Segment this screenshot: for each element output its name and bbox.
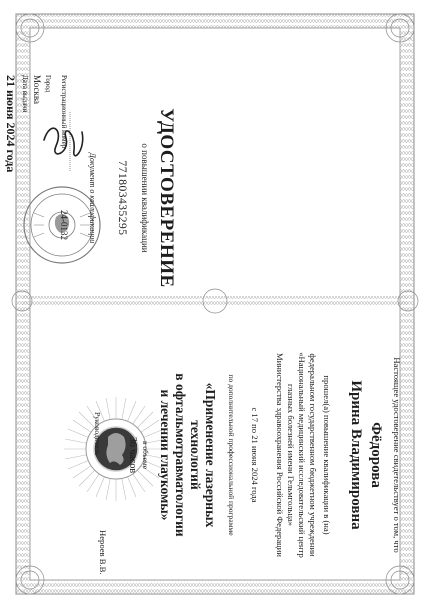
program-line-3: в офтальмотравматологии: [173, 373, 188, 537]
reg-number-label: Регистрационный номер: [60, 75, 68, 149]
certificate-title: УДОСТОВЕРЕНИЕ: [156, 108, 177, 288]
training-statement: прошел(а) повышение квалификации в (на): [322, 375, 332, 535]
volume-label: в объеме: [141, 440, 150, 470]
volume-value: 36 часов: [127, 436, 138, 474]
reg-number-value: 24-0132: [59, 210, 69, 240]
recipient-given-names: Ирина Владимировна: [348, 380, 364, 530]
program-line-4: и лечении глаукомы»: [158, 389, 173, 521]
organization-line-2: «Национальный медицинский исследовательский центр: [297, 352, 307, 558]
issue-date-label: Дата выдачи: [21, 75, 29, 113]
organization-line-3: глазных болезней имени Гельмгольца»: [286, 383, 296, 527]
city-value: Москва: [32, 75, 42, 104]
intro-text: Настоящее удостоверение свидетельствует о том, что: [392, 357, 402, 553]
organization-line-4: Министерства здравоохранения Российской Федерации: [275, 353, 285, 557]
document-type: Документ о квалификации: [88, 152, 97, 244]
recipient-surname: Фёдорова: [368, 422, 384, 488]
signatory-role: Руководитель: [93, 412, 102, 456]
signatory-name: Нероев В.В.: [98, 530, 108, 575]
organization-line-1: федеральном государственном бюджетном учреждении: [308, 353, 318, 557]
issue-date-value: 21 июня 2024 года: [4, 75, 18, 173]
program-intro: по дополнительной профессиональной программе: [227, 374, 236, 536]
city-label: Город: [44, 75, 52, 93]
program-line-2: технологий: [188, 420, 203, 490]
program-line-1: «Применение лазерных: [203, 382, 218, 528]
certificate-number: 771803435295: [116, 160, 128, 236]
training-period: с 17 по 21 июня 2024 года: [250, 407, 260, 503]
certificate-subtitle: о повышении квалификации: [140, 143, 150, 253]
